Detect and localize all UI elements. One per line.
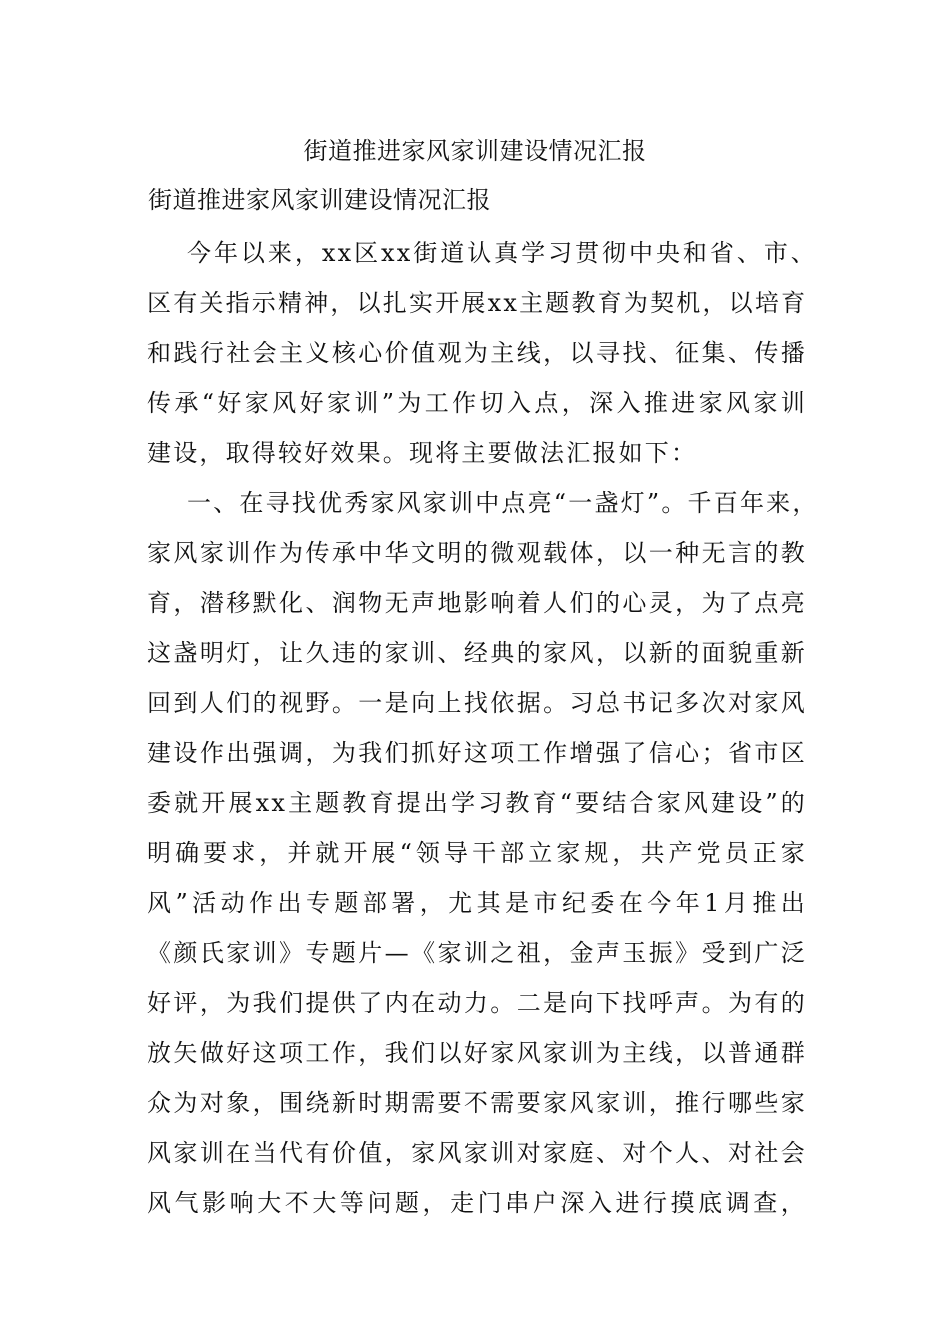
text-line: 风气影响大不大等问题，走门串户深入进行摸底调查，: [147, 1189, 807, 1217]
text-line: 传承“好家风好家训”为工作切入点，深入推进家风家训: [147, 389, 807, 417]
text-line: 放矢做好这项工作，我们以好家风家训为主线，以普通群: [147, 1039, 807, 1067]
text-line: 育，潜移默化、润物无声地影响着人们的心灵，为了点亮: [147, 589, 807, 617]
text-line: 委就开展xx主题教育提出学习教育“要结合家风建设”的: [147, 789, 807, 817]
text-line: 明确要求，并就开展“领导干部立家规，共产党员正家: [147, 839, 807, 867]
document-title: 街道推进家风家训建设情况汇报: [303, 137, 647, 165]
document-subtitle: 街道推进家风家训建设情况汇报: [148, 186, 491, 214]
text-line: 回到人们的视野。一是向上找依据。习总书记多次对家风: [147, 689, 807, 717]
text-line: 好评，为我们提供了内在动力。二是向下找呼声。为有的: [147, 989, 807, 1017]
text-line: 《颜氏家训》专题片—《家训之祖，金声玉振》受到广泛: [147, 939, 807, 967]
text-line: 区有关指示精神，以扎实开展xx主题教育为契机，以培育: [147, 289, 808, 317]
text-line: 建设作出强调，为我们抓好这项工作增强了信心；省市区: [147, 739, 807, 767]
text-line: 这盏明灯，让久违的家训、经典的家风，以新的面貌重新: [147, 639, 807, 667]
text-line: 今年以来，xx区xx街道认真学习贯彻中央和省、市、: [187, 239, 817, 267]
text-line: 风家训在当代有价值，家风家训对家庭、对个人、对社会: [147, 1139, 807, 1167]
text-line: 家风家训作为传承中华文明的微观载体，以一种无言的教: [147, 539, 807, 567]
text-line: 一、在寻找优秀家风家训中点亮“一盏灯”。千百年来，: [187, 489, 819, 517]
text-line: 风”活动作出专题部署，尤其是市纪委在今年1月推出: [147, 889, 807, 917]
text-line: 建设，取得较好效果。现将主要做法汇报如下：: [147, 439, 698, 467]
text-line: 众为对象，围绕新时期需要不需要家风家训，推行哪些家: [147, 1089, 807, 1117]
text-line: 和践行社会主义核心价值观为主线，以寻找、征集、传播: [147, 339, 807, 367]
